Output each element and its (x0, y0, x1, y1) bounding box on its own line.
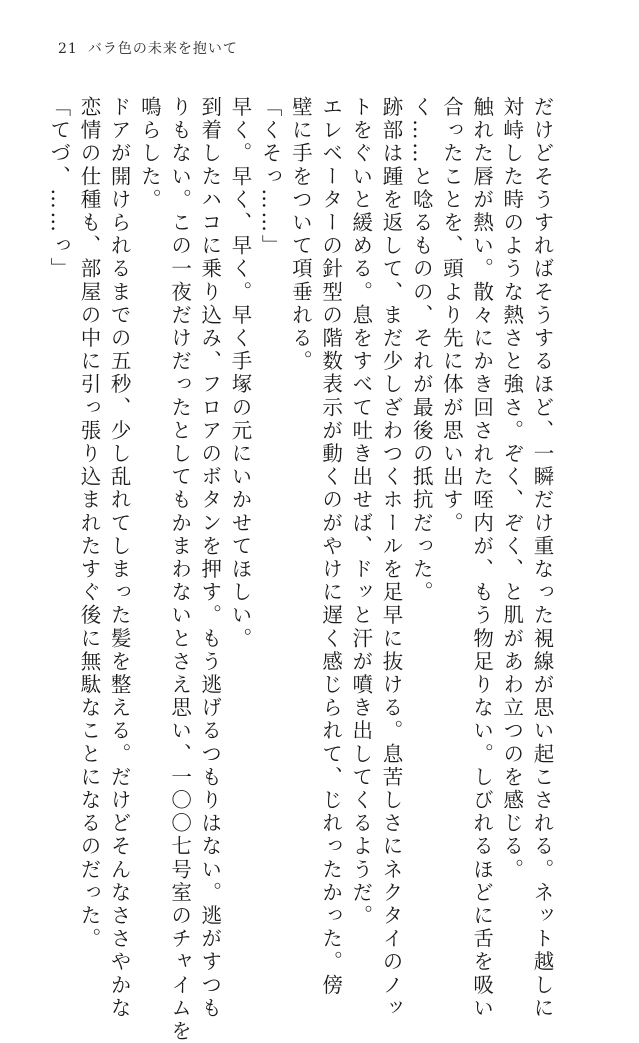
text-line: 恋情の仕種も、部屋の中に引っ張り込まれたすぐ後に無駄なことになるのだった。 (76, 96, 101, 951)
body-text (44, 96, 557, 1043)
text-line: トをぐいと緩める。息をすべて吐き出せば、ドッと汗が噴き出してくるようだ。 (348, 96, 373, 928)
text-line: 「てづ、……っ」 (46, 96, 71, 281)
text-line: エレベーターの針型の階数表示が動くのがやけに遅く感じられて、じれったかった。傍 (318, 96, 343, 997)
text-line: 「くそっ……」 (258, 96, 283, 258)
running-header (58, 38, 238, 58)
text-line: 触れた唇が熱い。散々にかき回された咥内が、もう物足りない。しびれるほどに舌を吸い (469, 96, 494, 1020)
page-number: 21 (58, 41, 78, 57)
text-line: 壁に手をついて項垂れる。 (288, 96, 313, 374)
book-title: バラ色の未来を抱いて (87, 41, 238, 57)
text-line: ドアが開けられるまでの五秒、少し乱れてしまった髪を整える。だけどそんなささやかな (107, 96, 132, 1020)
text-line: く……と唸るものの、それが最後の抵抗だった。 (409, 96, 434, 605)
text-line: 到着したハコに乗り込み、フロアのボタンを押す。もう逃げるつもりはない。逃がすつも (197, 96, 222, 1020)
text-line: 合ったことを、頭より先に体が思い出す。 (439, 96, 464, 535)
text-line: 早く。早く、早く。早く手塚の元にいかせてほしい。 (227, 96, 252, 651)
text-line: 対峙した時のような熱さと強さ。ぞく、ぞく、と肌があわ立つのを感じる。 (499, 96, 524, 882)
text-line: 鳴らした。 (137, 96, 162, 212)
text-line: りもない。この一夜だけだったとしてもかまわないとさえ思い、一〇〇七号室のチャイムを (167, 96, 192, 1043)
text-line: だけどそうすればそうするほど、一瞬だけ重なった視線が思い起こされる。ネット越しに (530, 96, 554, 1020)
text-line: 跡部は踵を返して、まだ少しざわつくホールを足早に抜ける。息苦しさにネクタイのノッ (378, 96, 403, 1020)
